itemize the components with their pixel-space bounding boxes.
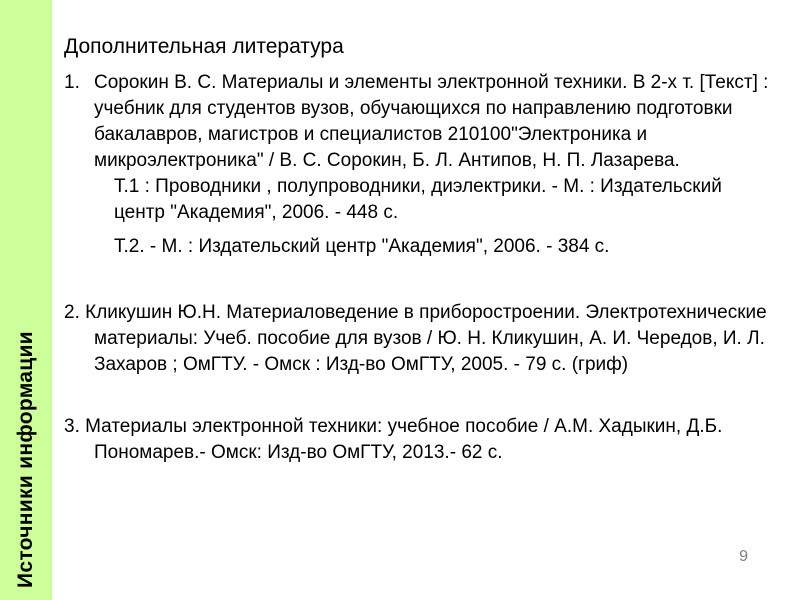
page-number: 9 bbox=[739, 548, 748, 565]
slide-title: Дополнительная литература bbox=[64, 35, 344, 58]
reference-volume-1: Т.1 : Проводники , полупроводники, диэлектрики. - М. : Издательский центр "Академия", 2006. - 448 с. bbox=[114, 176, 722, 223]
reference-item-3: 3. Материалы электронной техники: учебное пособие / А.М. Хадыкин, Д.Б. Пономарев.- Омск: Изд-во ОмГТУ, 2013.- 62 с. bbox=[64, 416, 723, 463]
reference-item-2: 2. Кликушин Ю.Н. Материаловедение в приборостроении. Электротехнические материалы: Учеб. пособие для вузов / Ю. Н. Кликушин, А. И. Чередов, И. Л. Захаров ; ОмГТУ. - Омск : Изд-во ОмГТУ, 2005. - 79 с. (гриф) bbox=[64, 302, 767, 375]
reference-item-1 bbox=[64, 70, 776, 260]
reference-volume-2: Т.2. - М. : Издательский центр "Академия", 2006. - 384 с. bbox=[114, 236, 610, 257]
reference-list bbox=[64, 70, 776, 466]
sidebar bbox=[0, 0, 52, 600]
reference-number-1: 1. bbox=[64, 72, 80, 93]
sidebar-label: Источники информации bbox=[14, 331, 37, 588]
reference-text-1: Сорокин В. С. Материалы и элементы электронной техники. В 2-х т. [Текст] : учебник для студентов вузов, обучающихся по направлению подготовки бакалавров, магистров и специалистов 210100"Электроника и микроэлектроника" / В. С. Сорокин, Б. Л. Антипов, Н. П. Лазарева. bbox=[94, 72, 769, 171]
